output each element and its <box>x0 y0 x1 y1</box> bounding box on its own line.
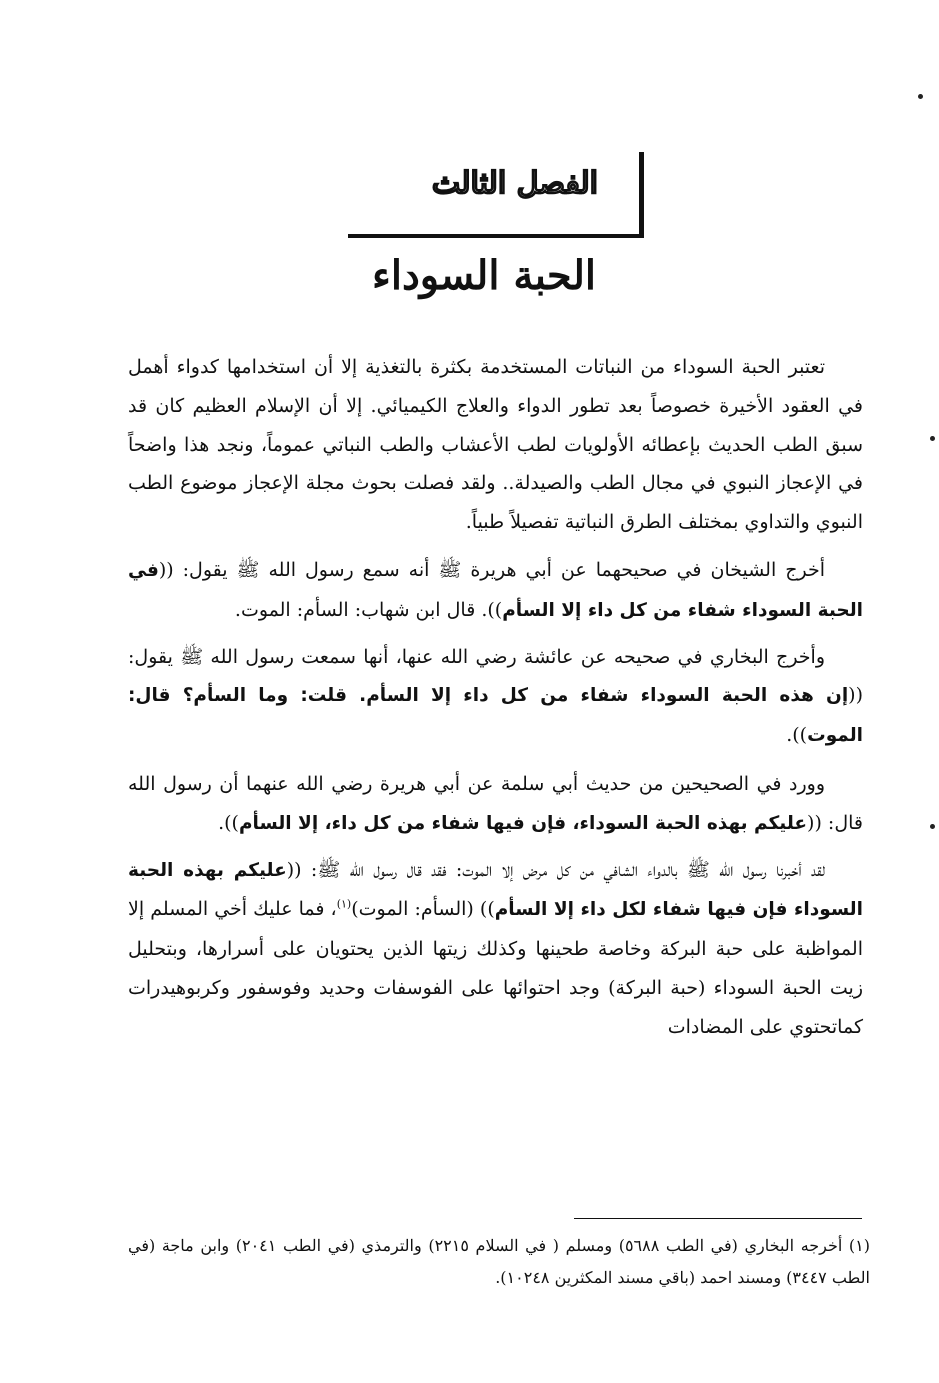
paragraph-text: )). قال ابن شهاب: السأم: الموت. <box>234 598 503 621</box>
paragraph-text: )). <box>218 811 239 834</box>
footnote-1: (١) أخرجه البخاري (في الطب ٥٦٨٨) ومسلم ( في السلام ٢٢١٥) والترمذي (في الطب ٢٠٤١) وابن ماجة (في الطب ٣٤٤٧) ومسند احمد (باقي مسند المكثرين ١٠٢٤٨). <box>128 1236 871 1287</box>
hadith-quote: في الحبة السوداء شفاء من كل داء إلا السأم <box>128 559 863 621</box>
chapter-title: الحبة السوداء <box>372 252 596 299</box>
paragraph-hadith-2 <box>128 638 863 756</box>
paragraph-text: أخرج الشيخان في صحيحهما عن أبي هريرة ﷺ أنه سمع رسول الله ﷺ يقول: (( <box>158 558 825 581</box>
paragraph-hadith-1 <box>128 551 863 631</box>
footnote-reference: (١) <box>336 898 352 912</box>
paragraph-text: )) (السأم: الموت) <box>351 898 495 921</box>
paragraph-text: وأخرج البخاري في صحيحه عن عائشة رضي الله عنها، أنها سمعت رسول الله ﷺ يقول: (( <box>128 645 863 707</box>
paragraph-text: ، فما عليك أخي المسلم إلا المواظبة على حبة البركة وخاصة طحينها وكذلك زيتها الذين يحتويان على أسرارها، وبتحليل زيت الحبة السوداء (حبة البركة) وجد احتوائها على الفوسفات وحديد وفوسفور وكربوهيدرات كماتحتوي على المضادات <box>128 898 863 1038</box>
scan-speck <box>918 94 923 99</box>
paragraph-hadith-3 <box>128 765 863 844</box>
chapter-label: الفصل الثالث <box>431 166 598 201</box>
paragraph-text: )). <box>786 724 808 747</box>
hadith-quote: عليكم بهذه الحبة السوداء فإن فيها شفاء لكل داء إلا السأم <box>128 859 863 921</box>
paragraph-intro <box>128 348 863 542</box>
footnote-divider <box>574 1218 862 1219</box>
paragraph-hadith-4 <box>128 851 863 1047</box>
paragraph-text: وورد في الصحيحين من حديث أبي سلمة عن أبي هريرة رضي الله عنهما أن رسول الله قال: (( <box>128 772 863 834</box>
footnotes <box>128 1230 870 1294</box>
scan-speck <box>930 824 935 829</box>
body-text <box>128 348 863 1056</box>
paragraph-text: لقد أخبرنا رسول الله ﷺ بالدواء الشافي من كل مرض إلا الموت: فقد قال رسول الله ﷺ: (( <box>286 858 825 881</box>
hadith-quote: عليكم بهذه الحبة السوداء، فإن فيها شفاء من كل داء، إلا السأم <box>238 812 808 834</box>
hadith-quote: إن هذه الحبة السوداء شفاء من كل داء إلا السأم. قلت: وما السأم؟ قال: الموت <box>128 685 863 747</box>
scan-speck <box>930 436 935 441</box>
paragraph-text: تعتبر الحبة السوداء من النباتات المستخدمة بكثرة بالتغذية إلا أن استخدامها كدواء أهمل في العقود الأخيرة خصوصاً بعد تطور الدواء والعلاج الكيميائي. إلا أن الإسلام العظيم كان قد سبق الطب الحديث بإعطائه الأولويات لطب الأعشاب والطب النباتي عموماً، ونجد هذا واضحاً في الإعجاز النبوي في مجال الطب والصيدلة.. ولقد فصلت بحوث مجلة الإعجاز موضوع الطب النبوي والتداوي بمختلف الطرق النباتية تفصيلاً طبياً. <box>128 356 863 534</box>
